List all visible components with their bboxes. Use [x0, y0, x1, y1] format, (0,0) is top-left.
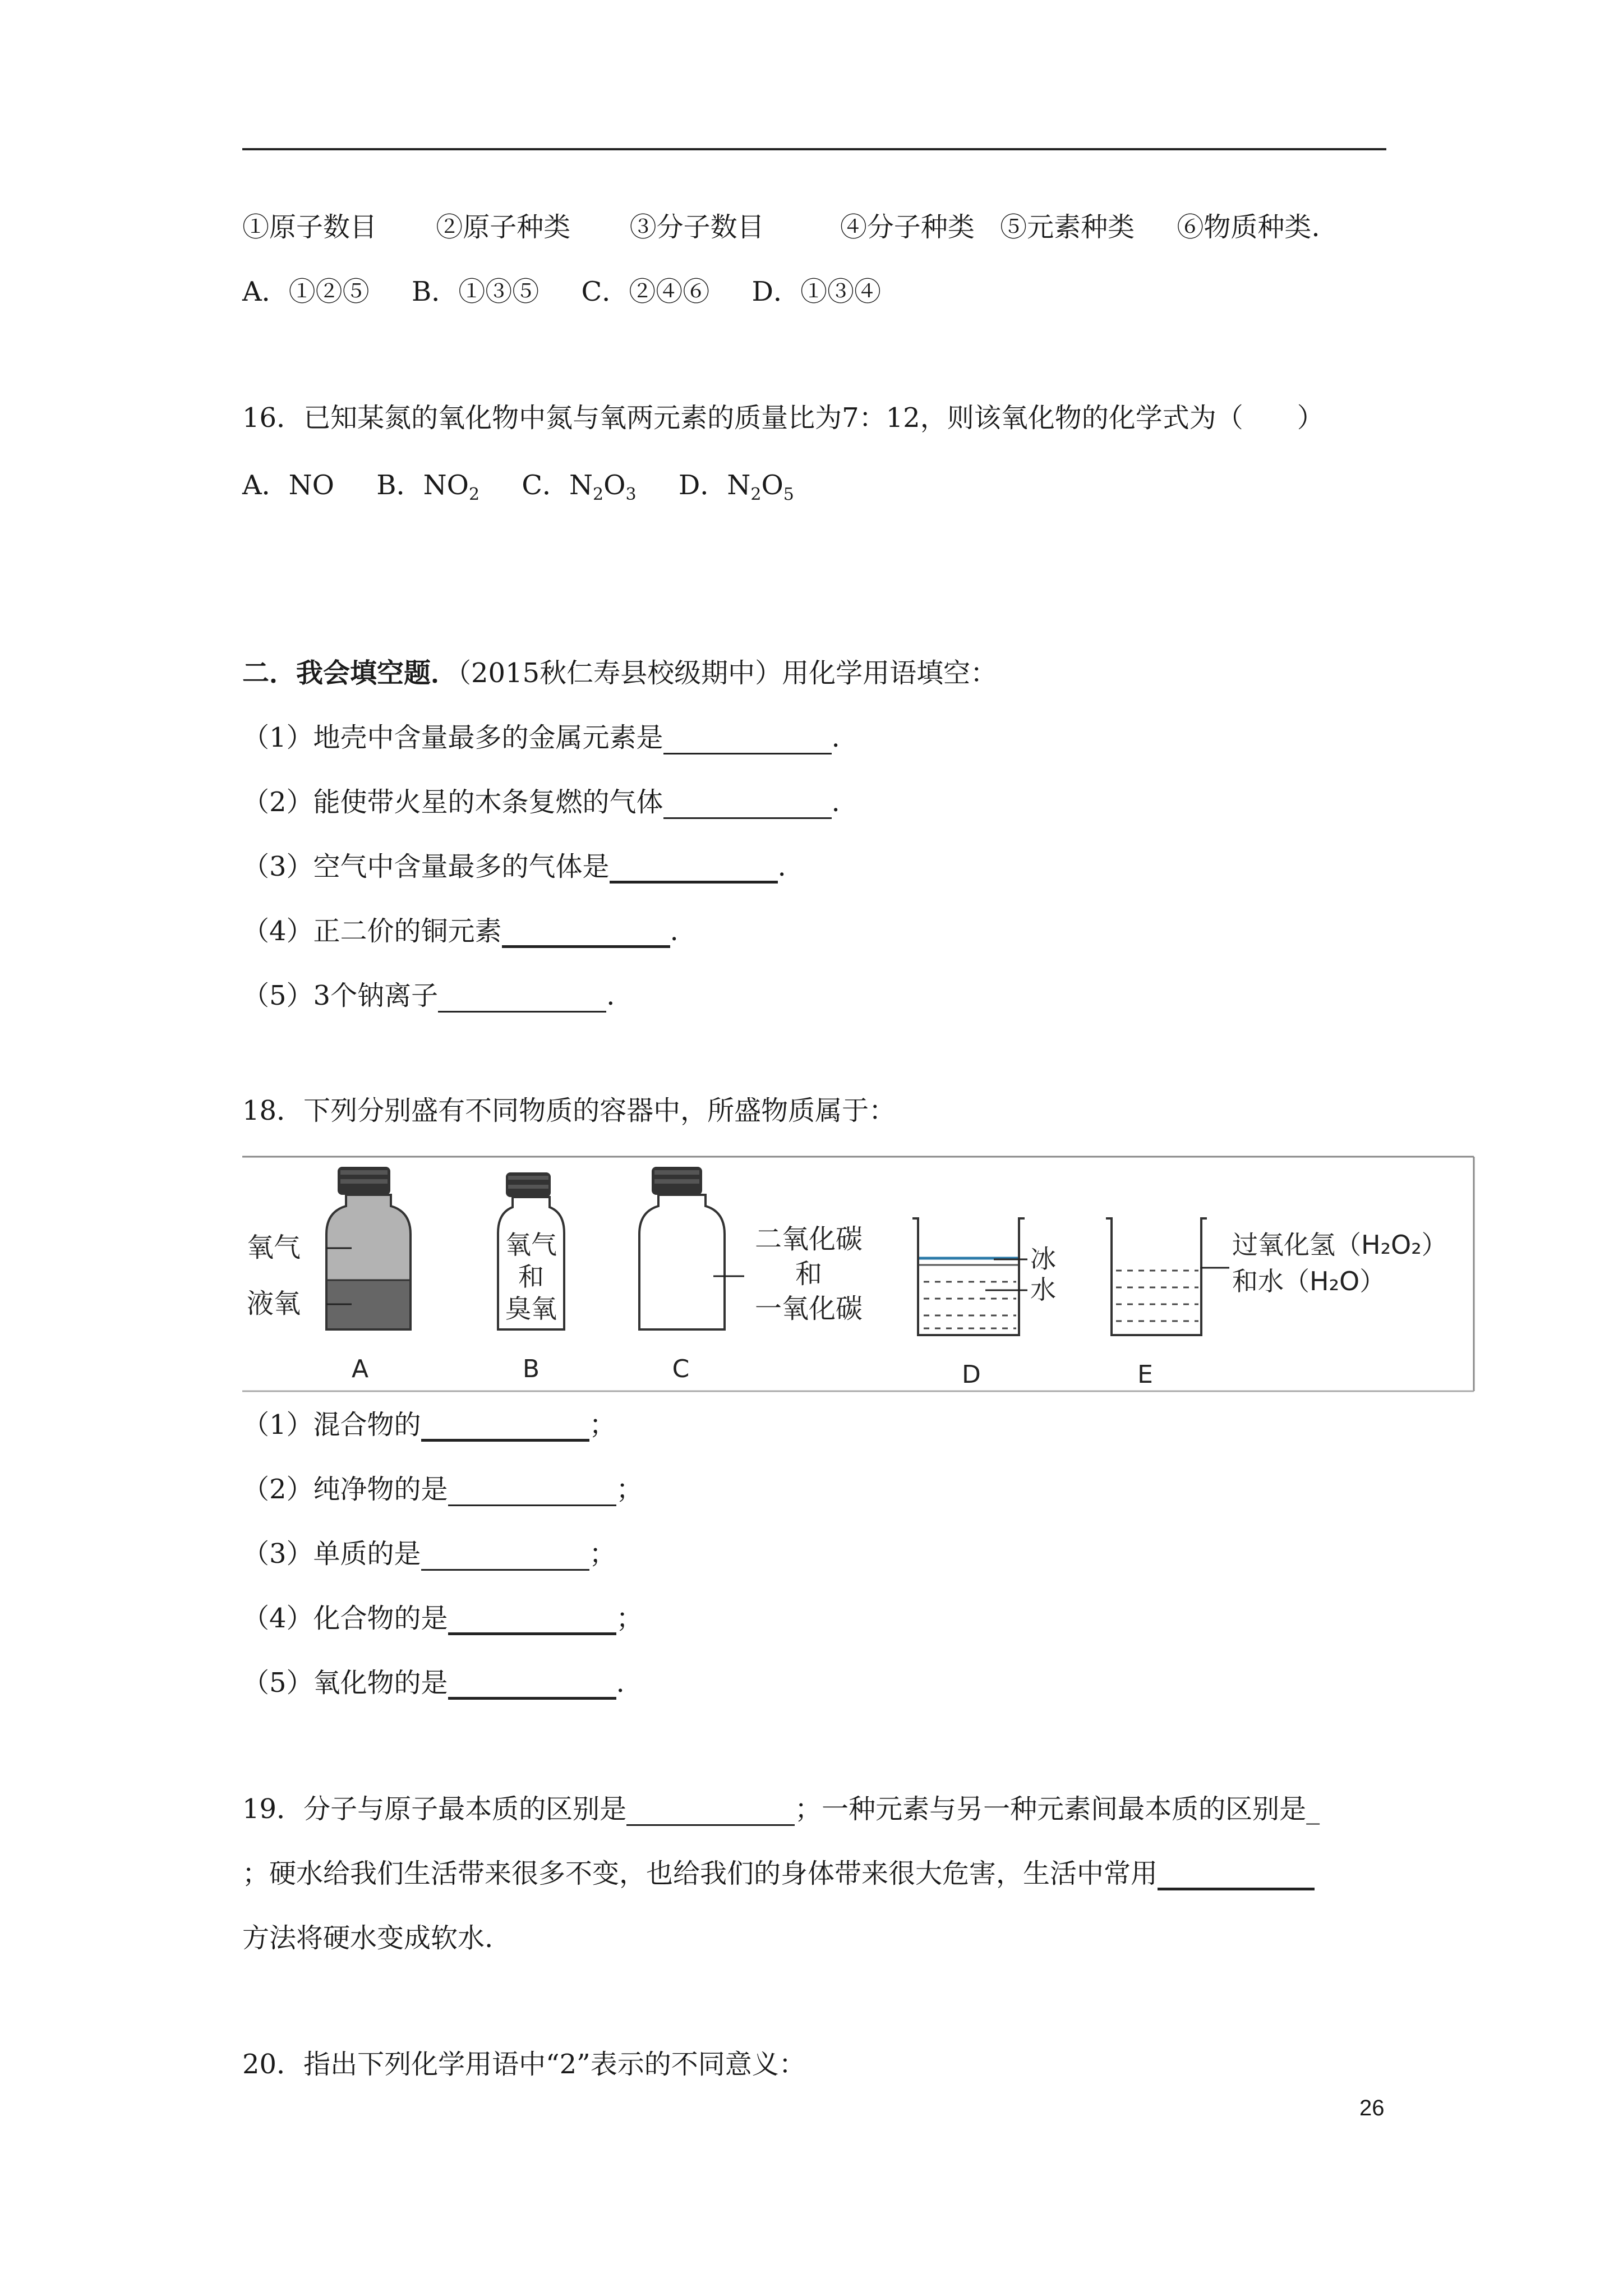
- q18-item-5: （5）氧化物的是 .: [242, 1667, 625, 1699]
- q18-item-3: （3）单质的是 ；: [242, 1538, 616, 1570]
- q18-containers-figure: [242, 1156, 1476, 1397]
- bottle-c-line2: 和: [795, 1258, 823, 1290]
- bottle-c: [639, 1167, 863, 1383]
- label-a: A: [351, 1355, 369, 1383]
- header-rule: [242, 148, 1386, 150]
- answer-blank[interactable]: [448, 1480, 616, 1506]
- label-d: D: [962, 1360, 981, 1389]
- answer-blank[interactable]: [448, 1672, 616, 1700]
- q15-item-3: ③分子数目: [629, 211, 764, 243]
- q18-stem: 18．下列分别盛有不同物质的容器中，所盛物质属于：: [242, 1095, 896, 1126]
- q15-option-d: D．①③④: [751, 276, 881, 307]
- answer-blank[interactable]: [1158, 1863, 1315, 1890]
- label-b: B: [522, 1355, 540, 1383]
- label-c: C: [672, 1355, 690, 1383]
- bottle-c-line1: 二氧化碳: [754, 1223, 863, 1255]
- beaker-d-ice-label: 冰: [1030, 1244, 1056, 1274]
- section2-item-1: （1）地壳中含量最多的金属元素是 .: [242, 722, 840, 753]
- bottle-b-line2: 和: [518, 1262, 544, 1292]
- answer-blank[interactable]: [663, 728, 832, 754]
- q16-stem: 16．已知某氮的氧化物中氮与氧两元素的质量比为7：12，则该氧化物的化学式为（ ）: [242, 402, 1324, 434]
- answer-blank[interactable]: [438, 986, 606, 1013]
- beaker-e: [1106, 1218, 1447, 1389]
- q16-option-d: D．$N_2O_5$: [678, 470, 794, 504]
- answer-blank[interactable]: [421, 1544, 589, 1571]
- bottle-b-line3: 臭氧: [505, 1294, 557, 1324]
- q15-option-b: B．①③⑤: [411, 276, 540, 307]
- bottle-a: [247, 1167, 411, 1383]
- beaker-e-line1: 过氧化氢（H₂O₂）: [1232, 1230, 1447, 1260]
- answer-blank[interactable]: [626, 1800, 795, 1826]
- bottle-b-line1: 氧气: [505, 1230, 557, 1260]
- q19-line-1: 19．分子与原子最本质的区别是 ；一种元素与另一种元素间最本质的区别是_: [242, 1793, 1320, 1825]
- section2-item-4: （4）正二价的铜元素 .: [242, 915, 679, 947]
- q16-option-b: B．$NO_2$: [376, 470, 480, 504]
- q20-stem: 20．指出下列化学用语中“2”表示的不同意义：: [242, 2049, 806, 2080]
- q15-option-c: C．②④⑥: [581, 276, 710, 307]
- answer-blank[interactable]: [448, 1608, 616, 1635]
- page-number: 26: [1359, 2096, 1385, 2120]
- section2-header: [242, 656, 997, 690]
- section2-item-2: （2）能使带火星的木条复燃的气体 .: [242, 786, 840, 818]
- beaker-d: [912, 1218, 1056, 1389]
- section2-heading: 二．我会填空题．: [242, 657, 458, 689]
- q15-option-a: A．①②⑤: [242, 276, 370, 307]
- q16-option-c: C．$N_2O_3$: [522, 470, 637, 504]
- q19-line-2: ；硬水给我们生活带来很多不变，也给我们的身体带来很大危害，生活中常用: [242, 1857, 1315, 1890]
- q18-item-4: （4）化合物的是 ；: [242, 1603, 643, 1634]
- answer-blank[interactable]: [663, 793, 832, 819]
- beaker-e-line2: 和水（H₂O）: [1232, 1266, 1386, 1296]
- q15-item-4: ④分子种类: [840, 211, 975, 243]
- answer-blank[interactable]: [421, 1414, 589, 1442]
- bottle-c-line3: 一氧化碳: [754, 1293, 863, 1324]
- q15-options: [242, 275, 881, 309]
- q15-item-6: ⑥物质种类.: [1177, 211, 1320, 243]
- label-e: E: [1137, 1360, 1153, 1389]
- q19-line-3: 方法将硬水变成软水.: [242, 1922, 494, 1954]
- beaker-d-water-label: 水: [1030, 1274, 1056, 1305]
- q15-item-5: ⑤元素种类: [1000, 211, 1135, 243]
- bottle-a-bottom-label: 液氧: [247, 1288, 301, 1319]
- section2-intro: （2015秋仁寿县校级期中）用化学用语填空：: [458, 657, 998, 689]
- bottle-b: [498, 1172, 564, 1383]
- section2-item-3: （3）空气中含量最多的气体是 .: [242, 851, 786, 882]
- q16-option-a: A．NO: [242, 470, 335, 501]
- section2-item-5: （5）3个钠离子 .: [242, 980, 615, 1011]
- q18-item-2: （2）纯净物的是 ；: [242, 1474, 643, 1505]
- q15-items: [242, 210, 1320, 244]
- q18-item-1: （1）混合物的 ；: [242, 1409, 616, 1441]
- q15-item-2: ②原子种类: [436, 211, 571, 243]
- bottle-a-top-label: 氧气: [247, 1232, 301, 1263]
- answer-blank[interactable]: [502, 921, 670, 948]
- answer-blank[interactable]: [610, 856, 778, 884]
- q15-item-1: ①原子数目: [242, 211, 377, 243]
- q16-options: [242, 468, 794, 512]
